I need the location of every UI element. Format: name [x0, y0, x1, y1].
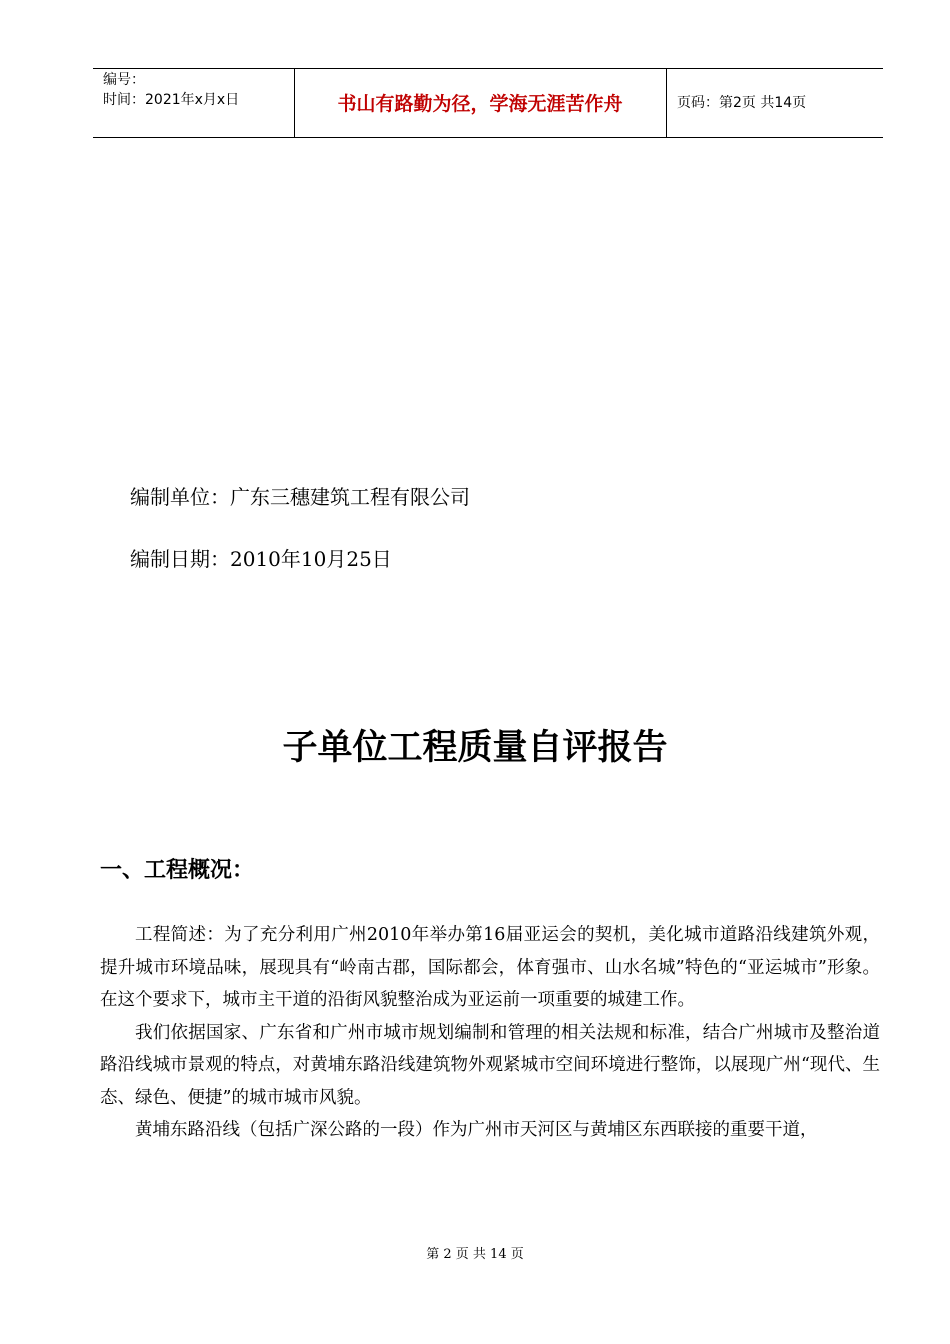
compiling-unit: 编制单位：广东三穗建筑工程有限公司: [130, 485, 470, 509]
body-paragraph: 我们依据国家、广东省和广州市城市规划编制和管理的相关法规和标准，结合广州城市及整治道路沿线城市景观的特点，对黄埔东路沿线建筑物外观紧城市空间环境进行整饰，以展现广州“现代、生态、绿色、便捷”的城市城市风貌。: [100, 1022, 880, 1108]
header-left-cell: [93, 69, 295, 137]
header-page-cell: [667, 69, 883, 137]
body-paragraph: 黄埔东路沿线（包括广深公路的一段）作为广州市天河区与黄埔区东西联接的重要干道，: [135, 1120, 818, 1140]
document-title: 子单位工程质量自评报告: [282, 728, 668, 768]
section-heading: 一、工程概况：: [100, 858, 255, 883]
document-number-label: 编号：: [103, 72, 145, 88]
compiling-date: 编制日期：2010年10月25日: [130, 547, 392, 571]
header-motto-cell: [294, 69, 667, 137]
header-page-info: 页码：第2页 共14页: [677, 95, 807, 111]
body-text: [100, 919, 880, 1147]
document-time-label: 时间：2021年x月x日: [103, 92, 240, 108]
page-footer: 第 2 页 共 14 页: [426, 1247, 524, 1262]
body-paragraph: 工程简述：为了充分利用广州2010年举办第16届亚运会的契机，美化城市道路沿线建筑外观，提升城市环境品味，展现具有“岭南古郡，国际都会，体育强市、山水名城”特色的“亚运城市”形象。在这个要求下，城市主干道的沿街风貌整治成为亚运前一项重要的城建工作。: [100, 925, 880, 1010]
header-motto: 书山有路勤为径，学海无涯苦作舟: [337, 93, 623, 115]
page-header: [93, 68, 883, 138]
